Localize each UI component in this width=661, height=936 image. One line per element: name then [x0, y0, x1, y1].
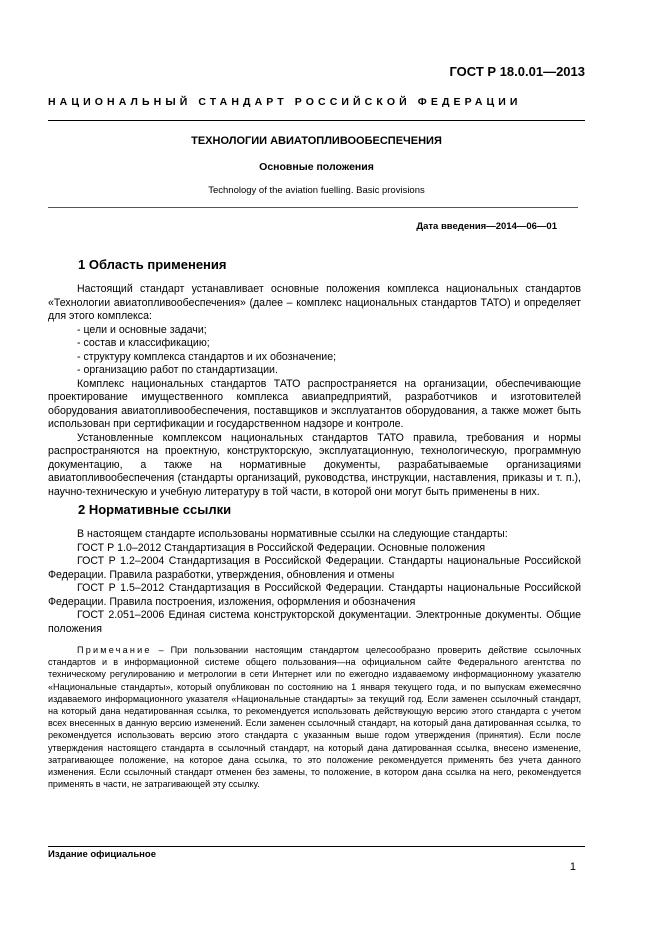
standard-number: ГОСТ Р 18.0.01—2013	[449, 64, 585, 79]
note-label: Примечание	[77, 645, 152, 655]
list-item: - цели и основные задачи;	[77, 323, 207, 336]
section-2-intro: В настоящем стандарте использованы нормативные ссылки на следующие стандарты:	[77, 528, 508, 540]
list-item: - структуру комплекса стандартов и их обозначение;	[77, 350, 337, 363]
note-text: – При пользовании настоящим стандартом целесообразно проверить действие ссылочных стандартов и в информационной системе общего пользования—на официальном сайте Федерального агентства по техническому регулированию и метрологии в сети Интернет или по ежегодно издаваемому информационному указателю «Национальные стандарты», который опубликован по состоянию на 1 января текущего года, и по выпускам ежемесячно издаваемого информационного указателя «Национальные стандарты» за текущий год. Если заменен ссылочный стандарт, на который дана недатированная ссылка, то рекомендуется использовать действующую версию этого стандарта с учетом всех внесенных в данную версию изменений. Если заменен ссылочный стандарт, на который дана датированная ссылка, то рекомендуется использовать версию этого стандарта с указанным выше годом утверждения (принятия). Если после утверждения настоящего стандарта в ссылочный стандарт, на который дана датированная ссылка, внесено изменение, затрагивающее положение, на которое дана ссылка, то это положение рекомендуется применять без учета данного изменения. Если ссылочный стандарт отменен без замены, то положение, в котором дана ссылка на него, рекомендуется применять в части, не затрагивающей эту ссылку.	[48, 645, 581, 790]
header-rule	[48, 120, 585, 121]
reference-item: ГОСТ 2.051–2006 Единая система конструкторской документации. Электронные документы. Общие положения	[48, 609, 581, 635]
section-2-body	[48, 528, 581, 636]
reference-item: ГОСТ Р 1.2–2004 Стандартизация в Российской Федерации. Стандарты национальные Российской Федерации. Правила разработки, утверждения, обновления и отмены	[48, 555, 581, 581]
section-1-paragraph: Комплекс национальных стандартов ТАТО распространяется на организации, обеспечивающие проектирование имущественного комплекса авиапредприятий, разработчиков и изготовителей оборудования авиатопливообеспечения, поставщиков и эксплуатантов оборудования, а также может быть использован при сертификации и государственном надзоре и контроле.	[48, 377, 581, 430]
document-subtitle: Основные положения	[259, 161, 374, 173]
intro-date: Дата введения—2014—06—01	[416, 221, 557, 232]
english-title: Technology of the aviation fuelling. Basic provisions	[208, 185, 425, 196]
edition-label: Издание официальное	[48, 849, 156, 860]
reference-item: ГОСТ Р 1.5–2012 Стандартизация в Российской Федерации. Стандарты национальные Российской Федерации. Правила построения, изложения, оформления и обозначения	[48, 582, 581, 608]
section-1-heading: 1 Область применения	[78, 257, 227, 272]
page-number: 1	[569, 861, 576, 873]
reference-item: ГОСТ Р 1.0–2012 Стандартизация в Российской Федерации. Основные положения	[77, 541, 486, 554]
footer-rule	[48, 846, 585, 847]
document-title: ТЕХНОЛОГИИ АВИАТОПЛИВООБЕСПЕЧЕНИЯ	[191, 135, 442, 147]
list-item: - состав и классификацию;	[77, 337, 210, 349]
section-2-heading: 2 Нормативные ссылки	[78, 502, 232, 517]
note	[48, 644, 581, 790]
section-1-paragraph: Настоящий стандарт устанавливает основные положения комплекса национальных стандартов «Технологии авиатопливообеспечения» (далее – комплекс национальных стандартов ТАТО) и определяет для этого комплекса:	[48, 283, 581, 322]
national-standard-heading: НАЦИОНАЛЬНЫЙ СТАНДАРТ РОССИЙСКОЙ ФЕДЕРАЦИИ	[48, 96, 522, 108]
section-1-body	[48, 283, 581, 499]
section-1-paragraph: Установленные комплексом национальных стандартов ТАТО правила, требования и нормы распространяются на проектную, конструкторскую, эксплуатационную, технологическую, программную документацию, а также на нормативные документы, разрабатываемые организациями авиатопливообеспечения (стандарты организаций, руководства, инструкции, наставления, приказы и т. п.), научно-техническую и учебную литературу в той части, в которой они могут быть применены в них.	[48, 431, 581, 498]
title-rule	[48, 207, 578, 208]
list-item: - организацию работ по стандартизации.	[77, 364, 278, 376]
